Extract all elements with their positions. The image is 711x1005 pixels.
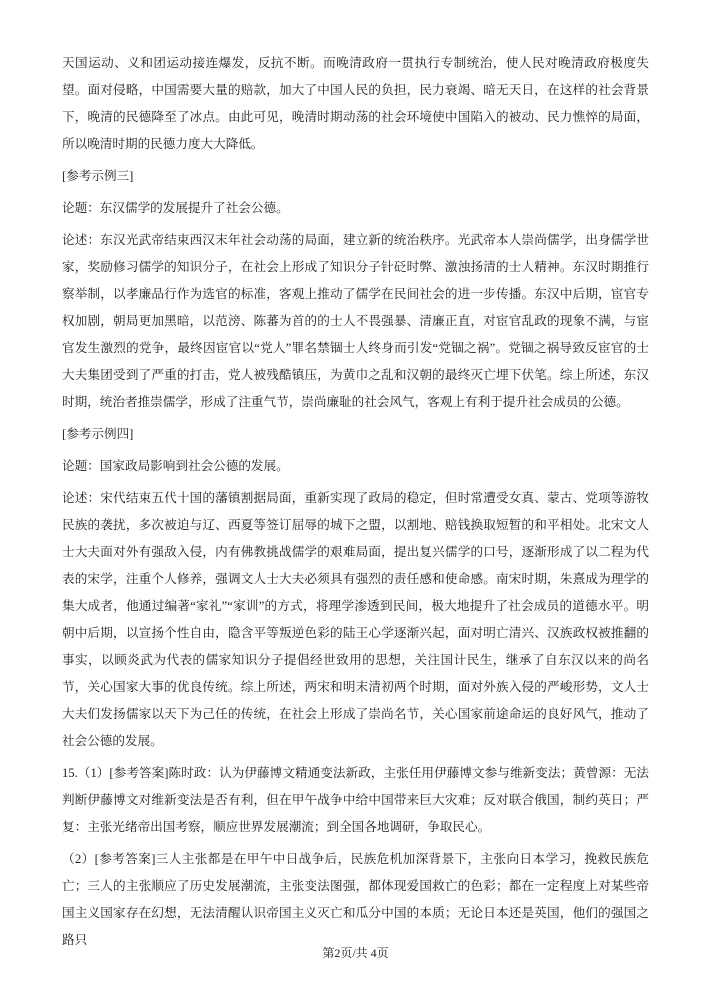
reference-example-4-label: [参考示例四] [62,427,134,441]
exposition-east-han-paragraph: 论述：东汉光武帝结束西汉末年社会动荡的局面，建立新的统治秩序。光武帝本人崇尚儒学，出身儒学世家，奖励修习儒学的知识分子，在社会上形成了知识分子针砭时弊、激浊扬清的士人精神。东汉时期推行察举制，以孝廉品行作为选官的标准，客观上推动了儒学在民间社会的进一步传播。东汉中后期，宦官专权加剧，朝局更加黑暗，以范滂、陈蕃为首的的士人不畏强暴、清廉正直，对宦官乱政的现象不满，与宦官发生激烈的党争，最终因宦官以“党人”罪名禁锢士人终身而引发“党锢之祸”。党锢之祸导致反宦官的士大夫集团受到了严重的打击，党人被残酷镇压，为黄巾之乱和汉朝的最终灭亡埋下伏笔。综上所述，东汉时期，统治者推崇儒学，形成了注重气节，崇尚廉耻的社会风气，客观上有利于提升社会成员的公德。 [62,233,649,409]
reference-example-3-label: [参考示例三] [62,169,134,183]
continuation-paragraph: 天国运动、义和团运动接连爆发，反抗不断。而晚清政府一贯执行专制统治，使人民对晚清政府极度失望。面对侵略，中国需要大量的赔款，加大了中国人民的负担，民力衰竭、暗无天日，在这样的社会背景下，晚清的民德降至了冰点。由此可见，晚清时期动荡的社会环境使中国陷入的被动、民力憔悴的局面，所以晚清时期的民德力度大大降低。 [62,56,649,151]
topic-national-politics-paragraph: 论题：国家政局影响到社会公德的发展。 [62,459,289,473]
topic-east-han-paragraph: 论题：东汉儒学的发展提升了社会公德。 [62,201,289,215]
answer-15-2-paragraph: （2）[参考答案]三人主张都是在甲午中日战争后，民族危机加深背景下，主张向日本学习，挽救民族危亡；三人的主张顺应了历史发展潮流，主张变法图强，都体现爱国救亡的色彩；都在一定程度上对某些帝国主义国家存在幻想，无法清醒认识帝国主义灭亡和瓜分中国的本质；无论日本还是英国，他们的强国之路只 [62,852,649,947]
document-content [62,50,649,959]
exposition-song-paragraph: 论述：宋代结束五代十国的藩镇割据局面，重新实现了政局的稳定，但时常遭受女真、蒙古、党项等游牧民族的袭扰，多次被迫与辽、西夏等签订屈辱的城下之盟，以割地、赔钱换取短暂的和平相处。北宋文人士大夫面对外有强敌入侵，内有佛教挑战儒学的艰难局面，提出复兴儒学的口号，逐渐形成了以二程为代表的宋学，注重个人修养，强调文人士大夫必须具有强烈的责任感和使命感。南宋时期，朱熹成为理学的集大成者，他通过编著“家礼”“家训”的方式，将理学渗透到民间，极大地提升了社会成员的道德水平。明朝中后期，以宣扬个性自由，隐含平等叛逆色彩的陆王心学逐渐兴起，面对明亡清兴、汉族政权被推翻的事实，以顾炎武为代表的儒家知识分子提倡经世致用的思想，关注国计民生，继承了自东汉以来的尚名节，关心国家大事的优良传统。综上所述，两宋和明末清初两个时期，面对外族入侵的严峻形势，文人士大夫们发扬儒家以天下为己任的传统，在社会上形成了崇尚名节，关心国家前途命运的良好风气，推动了社会公德的发展。 [62,491,649,748]
answer-15-1-paragraph: 15.（1）[参考答案]陈时政：认为伊藤博文精通变法新政，主张任用伊藤博文参与维新变法；黄曾源：无法判断伊藤博文对维新变法是否有利，但在甲午战争中给中国带来巨大灾难；反对联合俄国，制约英日；严复：主张光绪帝出国考察，顺应世界发展潮流；到全国各地调研，争取民心。 [62,766,649,834]
page-number-footer: 第2页/共 4页 [322,946,389,960]
